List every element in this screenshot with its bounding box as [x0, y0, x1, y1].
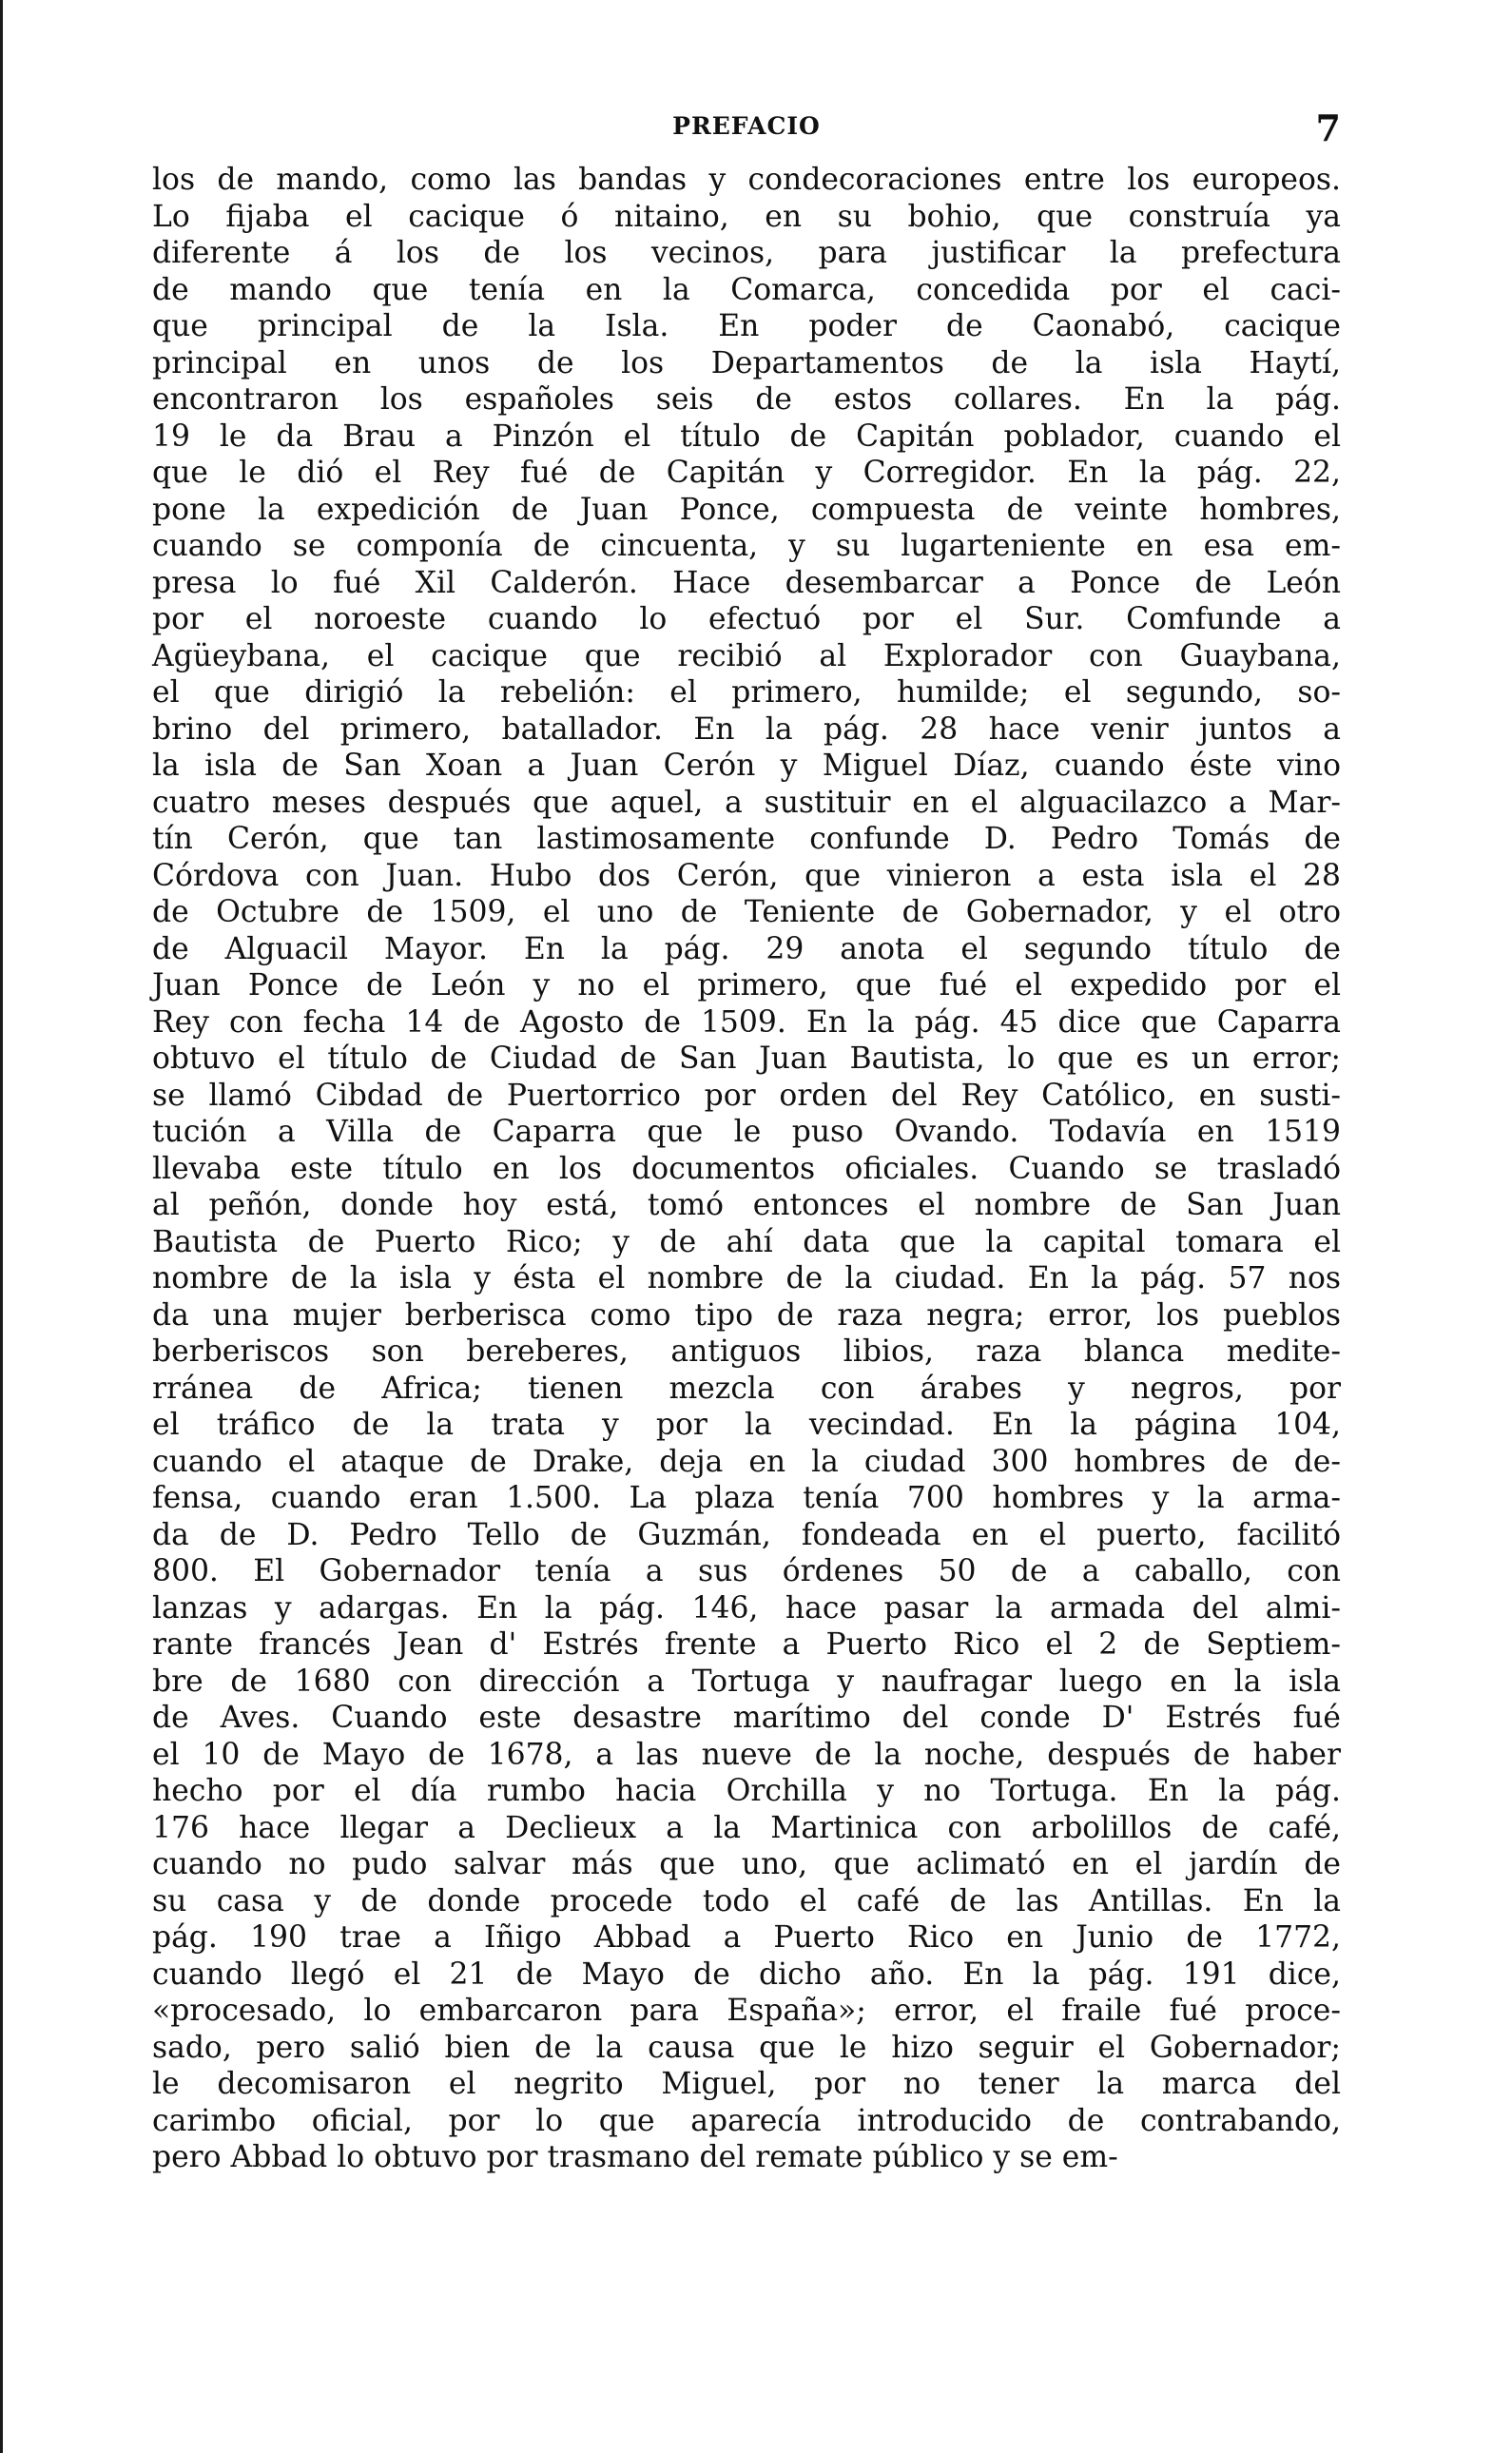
- text-line: que le dió el Rey fué de Capitán y Corregidor. En la pág. 22,: [152, 456, 1341, 490]
- text-line: 176 hace llegar a Declieux a la Martinica con arbolillos de café,: [152, 1810, 1341, 1845]
- text-line: los de mando, como las bandas y condecoraciones entre los europeos.: [152, 163, 1341, 197]
- text-line: carimbo oficial, por lo que aparecía introducido de contrabando,: [152, 2103, 1341, 2138]
- text-line: nombre de la isla y ésta el nombre de la ciudad. En la pág. 57 nos: [152, 1261, 1341, 1295]
- text-line: principal en unos de los Departamentos de la isla Haytí,: [152, 345, 1341, 380]
- text-line: cuatro meses después que aquel, a sustituir en el alguacilazco a Mar-: [152, 785, 1341, 820]
- page-number: 7: [1315, 107, 1341, 149]
- text-line: Lo fijaba el cacique ó nitaino, en su bohio, que construía ya: [152, 199, 1341, 234]
- text-line: de mando que tenía en la Comarca, concedida por el caci-: [152, 272, 1341, 307]
- text-line: hecho por el día rumbo hacia Orchilla y no Tortuga. En la pág.: [152, 1774, 1341, 1808]
- page-body: [152, 162, 1341, 2176]
- text-line: Bautista de Puerto Rico; y de ahí data que la capital tomara el: [152, 1224, 1341, 1259]
- text-line: diferente á los de los vecinos, para justificar la prefectura: [152, 236, 1341, 270]
- text-line: la isla de San Xoan a Juan Cerón y Miguel Díaz, cuando éste vino: [152, 749, 1341, 783]
- text-line: tución a Villa de Caparra que le puso Ovando. Todavía en 1519: [152, 1115, 1341, 1149]
- text-line: el 10 de Mayo de 1678, a las nueve de la noche, después de haber: [152, 1737, 1341, 1772]
- text-line: que principal de la Isla. En poder de Caonabó, cacique: [152, 309, 1341, 343]
- text-line: de Aves. Cuando este desastre marítimo del conde D' Estrés fué: [152, 1701, 1341, 1735]
- running-head: PREFACIO: [672, 112, 821, 140]
- text-line: Rey con fecha 14 de Agosto de 1509. En la pág. 45 dice que Caparra: [152, 1004, 1341, 1040]
- text-line: berberiscos son bereberes, antiguos libios, raza blanca medite-: [152, 1334, 1341, 1369]
- text-line: cuando llegó el 21 de Mayo de dicho año. En la pág. 191 dice,: [152, 1957, 1341, 1992]
- text-line: fensa, cuando eran 1.500. La plaza tenía 700 hombres y la arma-: [152, 1481, 1341, 1515]
- page-header: [152, 107, 1341, 150]
- text-line: su casa y de donde procede todo el café de las Antillas. En la: [152, 1883, 1341, 1918]
- text-line: al peñón, donde hoy está, tomó entonces el nombre de San Juan: [152, 1188, 1341, 1222]
- text-line: 19 le da Brau a Pinzón el título de Capitán poblador, cuando el: [152, 419, 1341, 454]
- text-line: da de D. Pedro Tello de Guzmán, fondeada en el puerto, facilitó: [152, 1517, 1341, 1552]
- text-line: rránea de Africa; tienen mezcla con árabes y negros, por: [152, 1371, 1341, 1406]
- text-line: cuando el ataque de Drake, deja en la ciudad 300 hombres de de-: [152, 1444, 1341, 1479]
- text-line: el que dirigió la rebelión: el primero, humilde; el segundo, so-: [152, 675, 1341, 710]
- text-line: «procesado, lo embarcaron para España»; error, el fraile fué proce-: [152, 1994, 1341, 2028]
- text-line: obtuvo el título de Ciudad de San Juan Bautista, lo que es un error;: [152, 1042, 1341, 1076]
- text-line: Córdova con Juan. Hubo dos Cerón, que vinieron a esta isla el 28: [152, 858, 1341, 893]
- text-line: encontraron los españoles seis de estos collares. En la pág.: [152, 382, 1341, 417]
- text-line: bre de 1680 con dirección a Tortuga y naufragar luego en la isla: [152, 1664, 1341, 1699]
- text-line: le decomisaron el negrito Miguel, por no tener la marca del: [152, 2067, 1341, 2101]
- text-line: se llamó Cibdad de Puertorrico por orden del Rey Católico, en susti-: [152, 1078, 1341, 1113]
- text-line: 800. El Gobernador tenía a sus órdenes 50 de a caballo, con: [152, 1554, 1341, 1588]
- text-line: da una mujer berberisca como tipo de raza negra; error, los pueblos: [152, 1297, 1341, 1333]
- text-line: rante francés Jean d' Estrés frente a Puerto Rico el 2 de Septiem-: [152, 1627, 1341, 1662]
- text-line: Juan Ponce de León y no el primero, que fué el expedido por el: [152, 968, 1341, 1003]
- text-line: cuando se componía de cincuenta, y su lugarteniente en esa em-: [152, 529, 1341, 563]
- text-line: cuando no pudo salvar más que uno, que aclimató en el jardín de: [152, 1847, 1341, 1881]
- text-line: pág. 190 trae a Iñigo Abbad a Puerto Rico en Junio de 1772,: [152, 1920, 1341, 1955]
- text-line: brino del primero, batallador. En la pág. 28 hace venir juntos a: [152, 711, 1341, 747]
- text-line: pone la expedición de Juan Ponce, compuesta de veinte hombres,: [152, 492, 1341, 527]
- text-line: por el noroeste cuando lo efectuó por el Sur. Comfunde a: [152, 602, 1341, 636]
- page-edge-rule: [0, 0, 3, 2453]
- text-line: de Alguacil Mayor. En la pág. 29 anota el segundo título de: [152, 931, 1341, 966]
- text-line: llevaba este título en los documentos oficiales. Cuando se trasladó: [152, 1151, 1341, 1186]
- text-line: de Octubre de 1509, el uno de Teniente de Gobernador, y el otro: [152, 895, 1341, 929]
- text-line: presa lo fué Xil Calderón. Hace desembarcar a Ponce de León: [152, 565, 1341, 600]
- text-line: Agüeybana, el cacique que recibió al Explorador con Guaybana,: [152, 638, 1341, 673]
- text-line: sado, pero salió bien de la causa que le hizo seguir el Gobernador;: [152, 2030, 1341, 2065]
- text-line: el tráfico de la trata y por la vecindad. En la página 104,: [152, 1408, 1341, 1442]
- text-line: lanzas y adargas. En la pág. 146, hace pasar la armada del almi-: [152, 1590, 1341, 1626]
- text-line: tín Cerón, que tan lastimosamente confunde D. Pedro Tomás de: [152, 822, 1341, 856]
- text-line: pero Abbad lo obtuvo por trasmano del remate público y se em-: [152, 2140, 1118, 2174]
